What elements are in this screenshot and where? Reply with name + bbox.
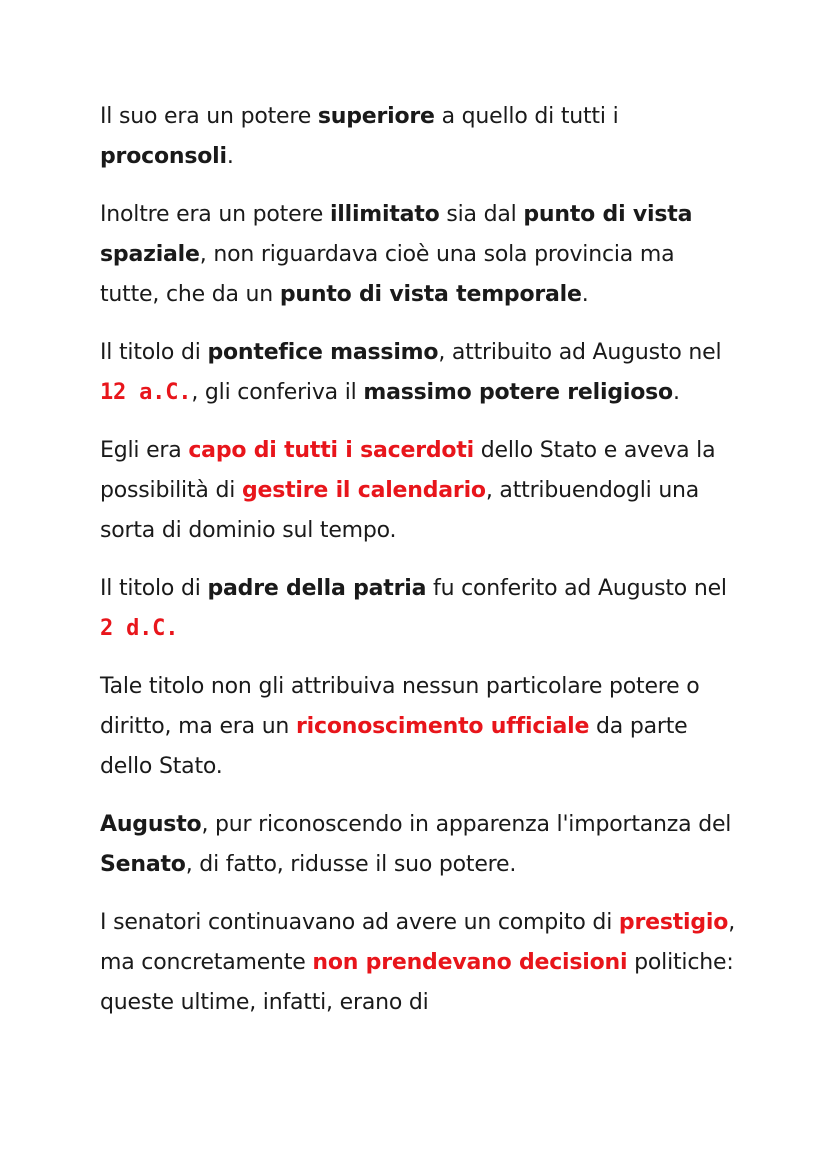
paragraph-5 — [100, 569, 740, 649]
bold-term-padre-patria: padre della patria — [207, 576, 427, 601]
text-run: , gli conferiva il — [191, 380, 364, 405]
text-run: , attribuito ad Augusto nel — [438, 340, 722, 365]
text-run: politiche: queste ultime, infatti, erano di — [100, 950, 734, 1015]
text-run: , di fatto, ridusse il suo potere. — [185, 852, 517, 877]
bold-term-pontefice-massimo: pontefice massimo — [207, 340, 439, 365]
text-run: , ma concretamente — [100, 910, 735, 975]
bold-term-punto-spaziale: punto di vista spaziale — [100, 202, 693, 267]
highlight-date-2-dc: 2 d.C. — [100, 616, 179, 641]
text-run: a quello di tutti i — [434, 104, 619, 129]
document-page — [100, 97, 740, 1041]
text-run: da parte dello Stato. — [100, 714, 688, 779]
bold-term-augusto: Augusto — [100, 812, 202, 837]
paragraph-3 — [100, 333, 740, 413]
text-run: Il titolo di — [100, 340, 208, 365]
paragraph-2 — [100, 195, 740, 315]
bold-term-superiore: superiore — [317, 104, 435, 129]
text-run: fu conferito ad Augusto nel — [426, 576, 727, 601]
paragraph-4 — [100, 431, 740, 551]
paragraph-6 — [100, 667, 740, 787]
text-run: , attribuendogli una sorta di dominio sul tempo. — [100, 478, 700, 543]
text-run: Il suo era un potere — [100, 104, 318, 129]
text-run: , non riguardava cioè una sola provincia ma tutte, che da un — [100, 242, 675, 307]
highlight-prestigio: prestigio — [618, 910, 729, 935]
paragraph-1 — [100, 97, 740, 177]
highlight-riconoscimento-ufficiale: riconoscimento ufficiale — [295, 714, 590, 739]
bold-term-illimitato: illimitato — [329, 202, 440, 227]
text-run: Il titolo di — [100, 576, 208, 601]
paragraph-7 — [100, 805, 740, 885]
text-run: dello Stato e aveva la possibilità di — [100, 438, 716, 503]
text-run: Egli era — [100, 438, 189, 463]
highlight-capo-sacerdoti: capo di tutti i sacerdoti — [188, 438, 474, 463]
text-run: . — [581, 282, 589, 307]
text-run: I senatori continuavano ad avere un compito di — [100, 910, 619, 935]
paragraph-8 — [100, 903, 740, 1023]
highlight-gestire-calendario: gestire il calendario — [241, 478, 486, 503]
highlight-non-prendevano-decisioni: non prendevano decisioni — [312, 950, 628, 975]
bold-term-massimo-potere-religioso: massimo potere religioso — [363, 380, 673, 405]
text-run: , pur riconoscendo in apparenza l'importanza del — [201, 812, 732, 837]
bold-term-senato: Senato — [100, 852, 186, 877]
highlight-date-12-ac: 12 a.C. — [100, 380, 192, 405]
text-run: Tale titolo non gli attribuiva nessun particolare potere o diritto, ma era un — [100, 674, 700, 739]
bold-term-punto-temporale: punto di vista temporale — [279, 282, 582, 307]
text-run: . — [672, 380, 680, 405]
text-run: . — [226, 144, 234, 169]
bold-term-proconsoli: proconsoli — [100, 144, 227, 169]
text-run: sia dal — [439, 202, 524, 227]
text-run: Inoltre era un potere — [100, 202, 330, 227]
